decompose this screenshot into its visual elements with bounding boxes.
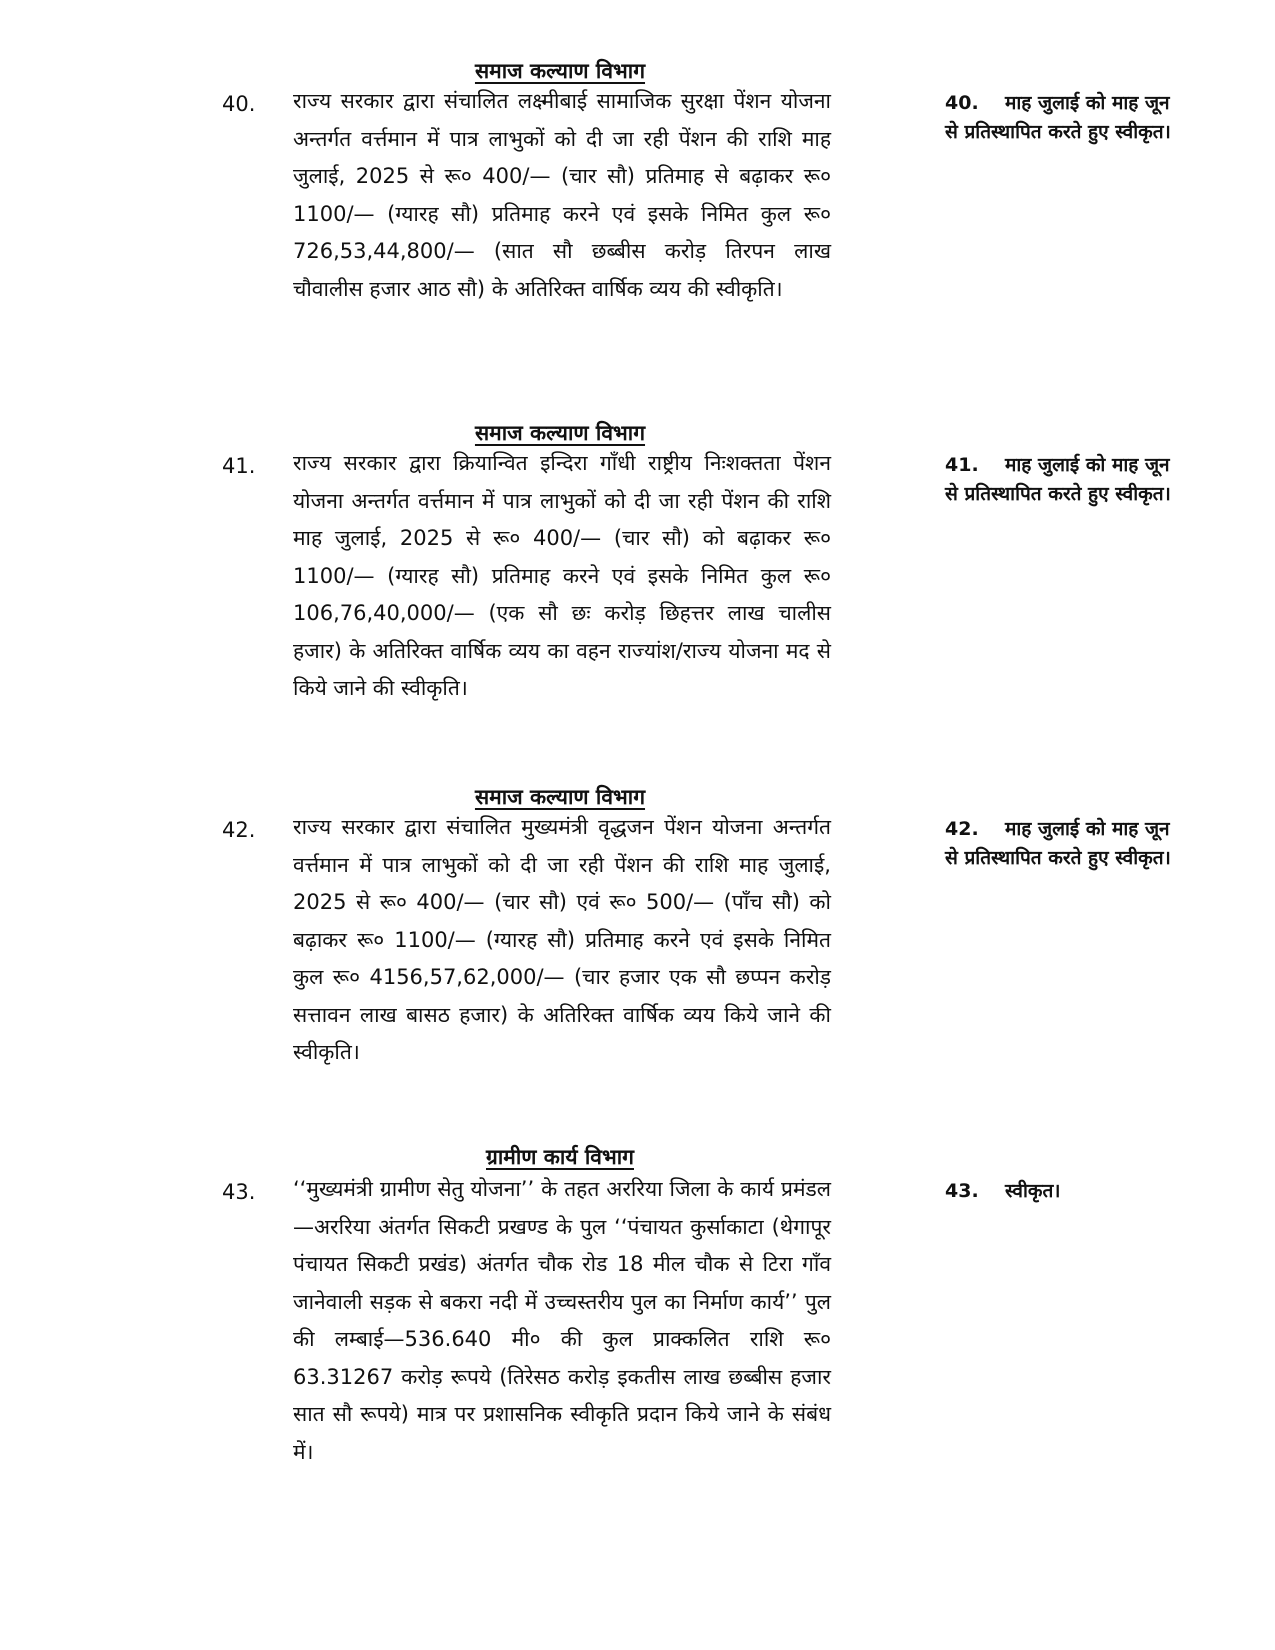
department-heading: समाज कल्याण विभाग: [474, 785, 646, 809]
item-number: 40.: [222, 92, 256, 116]
department-heading: समाज कल्याण विभाग: [474, 59, 646, 83]
item-text: ‘‘मुख्यमंत्री ग्रामीण सेतु योजना’’ के तहत अररिया जिला के कार्य प्रमंडल—अररिया अंतर्गत सिकटी प्रखण्ड के पुल ‘‘पंचायत कुर्साकाटा (थेगापूर पंचायत सिकटी प्रखंड) अंतर्गत चौक रोड 18 मील चौक से टिरा गाँव जानेवाली सड़क से बकरा नदी में उच्चस्तरीय पुल का निर्माण कार्य’’ पुल की लम्बाई—536.640 मी० की कुल प्राक्कलित राशि रू० 63.31267 करोड़ रूपये (तिरेसठ करोड़ इकतीस लाख छब्बीस हजार सात सौ रूपये) मात्र पर प्रशासनिक स्वीकृति प्रदान किये जाने के संबंध में।: [293, 1177, 831, 1464]
department-heading: समाज कल्याण विभाग: [474, 421, 646, 445]
decision-number: 43.: [945, 1180, 979, 1202]
decision-text: स्वीकृत।: [1005, 1180, 1061, 1202]
decision-number: 42.: [945, 818, 979, 840]
decision-note: [945, 89, 1185, 147]
decision-note: [945, 1177, 1185, 1206]
item-text: राज्य सरकार द्वारा क्रियान्वित इन्दिरा गाँधी राष्ट्रीय निःशक्तता पेंशन योजना अन्तर्गत वर्त्तमान में पात्र लाभुकों को दी जा रही पेंशन की राशि माह जुलाई, 2025 से रू० 400/— (चार सौ) को बढ़ाकर रू० 1100/— (ग्यारह सौ) प्रतिमाह करने एवं इसके निमित कुल रू० 106,76,40,000/— (एक सौ छः करोड़ छिहत्तर लाख चालीस हजार) के अतिरिक्त वार्षिक व्यय का वहन राज्यांश/राज्य योजना मद से किये जाने की स्वीकृति।: [293, 451, 831, 700]
decision-text: माह जुलाई को माह जून से प्रतिस्थापित करते हुए स्वीकृत।: [945, 92, 1171, 143]
decision-note: [945, 815, 1185, 873]
department-heading: ग्रामीण कार्य विभाग: [486, 1145, 634, 1169]
decision-number: 41.: [945, 454, 979, 476]
item-text: राज्य सरकार द्वारा संचालित मुख्यमंत्री वृद्धजन पेंशन योजना अन्तर्गत वर्त्तमान में पात्र लाभुकों को दी जा रही पेंशन की राशि माह जुलाई, 2025 से रू० 400/— (चार सौ) एवं रू० 500/— (पाँच सौ) को बढ़ाकर रू० 1100/— (ग्यारह सौ) प्रतिमाह करने एवं इसके निमित कुल रू० 4156,57,62,000/— (चार हजार एक सौ छप्पन करोड़ सत्तावन लाख बासठ हजार) के अतिरिक्त वार्षिक व्यय किये जाने की स्वीकृति।: [293, 815, 831, 1064]
item-number: 41.: [222, 454, 256, 478]
item-text: राज्य सरकार द्वारा संचालित लक्ष्मीबाई सामाजिक सुरक्षा पेंशन योजना अन्तर्गत वर्त्तमान में पात्र लाभुकों को दी जा रही पेंशन की राशि माह जुलाई, 2025 से रू० 400/— (चार सौ) प्रतिमाह से बढ़ाकर रू० 1100/— (ग्यारह सौ) प्रतिमाह करने एवं इसके निमित कुल रू० 726,53,44,800/— (सात सौ छब्बीस करोड़ तिरपन लाख चौवालीस हजार आठ सौ) के अतिरिक्त वार्षिक व्यय की स्वीकृति।: [293, 89, 831, 301]
item-number: 43.: [222, 1180, 256, 1204]
decision-note: [945, 451, 1185, 509]
decision-number: 40.: [945, 92, 979, 114]
item-number: 42.: [222, 818, 256, 842]
decision-text: माह जुलाई को माह जून से प्रतिस्थापित करते हुए स्वीकृत।: [945, 818, 1171, 869]
decision-text: माह जुलाई को माह जून से प्रतिस्थापित करते हुए स्वीकृत।: [945, 454, 1171, 505]
